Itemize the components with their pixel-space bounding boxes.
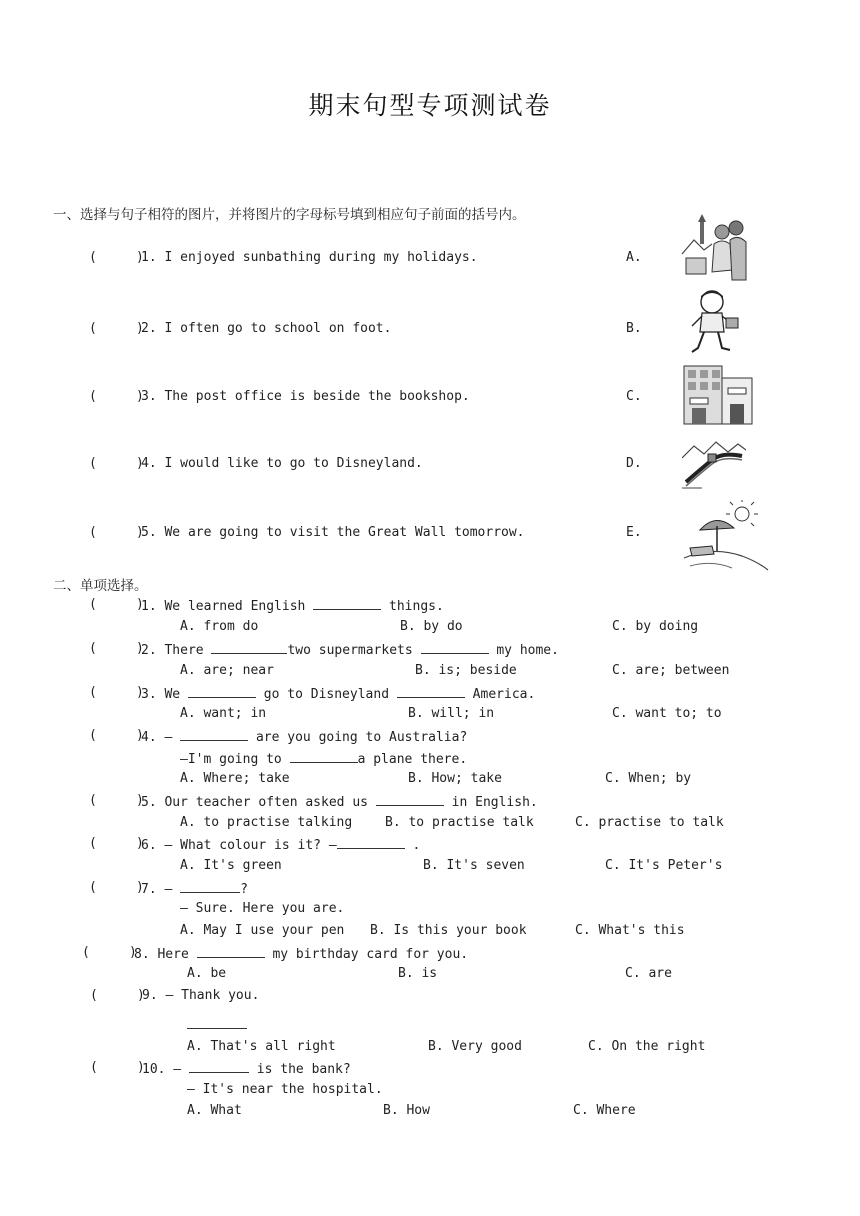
question-text: 10. — <box>142 1062 189 1077</box>
answer-blank[interactable] <box>397 685 465 698</box>
match-sentence: 3. The post office is beside the bookshop. <box>141 389 470 404</box>
match-sentence: 2. I often go to school on foot. <box>141 321 392 336</box>
answer-paren[interactable]: ( ) <box>89 685 144 700</box>
question-9: 9. — Thank you. <box>142 988 260 1003</box>
question-text: ? <box>240 882 248 897</box>
option-a: A. Where; take <box>180 771 290 786</box>
option-b: B. to practise talk <box>385 815 534 830</box>
section1-heading: 一、选择与句子相符的图片，并将图片的字母标号填到相应句子前面的括号内。 <box>53 207 526 223</box>
question-1 <box>141 597 444 615</box>
option-c: C. are; between <box>612 663 730 678</box>
question-7-reply: — Sure. Here you are. <box>180 901 345 916</box>
question-text: America. <box>464 687 536 702</box>
answer-blank[interactable] <box>180 880 240 893</box>
option-b: B. How <box>383 1103 430 1118</box>
option-c: C. are <box>625 966 672 981</box>
option-a: A. to practise talking <box>180 815 353 830</box>
option-b: B. by do <box>400 619 463 634</box>
match-paren[interactable]: ( ) <box>89 250 144 265</box>
picture-letter: B. <box>626 321 642 336</box>
question-text: in English. <box>443 795 538 810</box>
question-9-reply <box>187 1016 247 1034</box>
question-5 <box>141 793 538 811</box>
option-c: C. by doing <box>612 619 699 634</box>
question-text: a plane there. <box>357 752 468 767</box>
section2-heading: 二、单项选择。 <box>53 578 148 594</box>
question-10 <box>142 1060 351 1078</box>
question-text: my home. <box>488 643 559 658</box>
page-title: 期末句型专项测试卷 <box>308 91 552 120</box>
question-text: is the bank? <box>248 1062 351 1077</box>
answer-paren[interactable]: ( ) <box>82 945 137 960</box>
match-sentence: 5. We are going to visit the Great Wall tomorrow. <box>141 525 525 540</box>
option-c: C. What's this <box>575 923 685 938</box>
match-sentence: 1. I enjoyed sunbathing during my holidays. <box>141 250 478 265</box>
option-a: A. It's green <box>180 858 282 873</box>
question-4-reply <box>180 750 467 768</box>
option-a: A. from do <box>180 619 259 634</box>
question-7 <box>141 880 248 898</box>
option-b: B. is; beside <box>415 663 517 678</box>
answer-blank[interactable] <box>189 1060 249 1073</box>
picture-letter: C. <box>626 389 642 404</box>
shop-buildings-picture <box>682 364 754 426</box>
option-b: B. Is this your book <box>370 923 527 938</box>
match-paren[interactable]: ( ) <box>89 321 144 336</box>
answer-blank[interactable] <box>421 641 489 654</box>
question-2 <box>141 641 559 659</box>
option-b: B. Very good <box>428 1039 522 1054</box>
option-c: C. want to; to <box>612 706 722 721</box>
option-a: A. That's all right <box>187 1039 336 1054</box>
question-text: are you going to Australia? <box>248 730 468 745</box>
option-a: A. want; in <box>180 706 267 721</box>
answer-blank[interactable] <box>376 793 444 806</box>
option-c: C. practise to talk <box>575 815 724 830</box>
answer-paren[interactable]: ( ) <box>89 728 144 743</box>
match-paren[interactable]: ( ) <box>89 389 144 404</box>
question-8 <box>134 945 468 963</box>
option-c: C. On the right <box>588 1039 706 1054</box>
option-b: B. is <box>398 966 438 981</box>
boy-walking-picture <box>686 288 742 358</box>
question-4 <box>141 728 467 746</box>
question-text: 7. — <box>141 882 181 897</box>
picture-letter: D. <box>626 456 642 471</box>
answer-blank[interactable] <box>197 945 265 958</box>
match-paren[interactable]: ( ) <box>89 456 144 471</box>
answer-paren[interactable]: ( ) <box>89 641 144 656</box>
question-text: . <box>404 838 421 853</box>
question-text: 2. There <box>141 643 212 658</box>
question-text: 5. Our teacher often asked us <box>141 795 376 810</box>
option-a: A. are; near <box>180 663 274 678</box>
question-10-reply: — It's near the hospital. <box>187 1082 383 1097</box>
question-text: things. <box>381 599 444 614</box>
option-a: A. be <box>187 966 227 981</box>
answer-paren[interactable]: ( ) <box>90 1060 145 1075</box>
answer-blank[interactable] <box>188 685 256 698</box>
answer-paren[interactable]: ( ) <box>89 597 144 612</box>
question-text: 1. We learned English <box>141 599 314 614</box>
option-b: B. It's seven <box>423 858 525 873</box>
option-c: C. Where <box>573 1103 636 1118</box>
question-text: go to Disneyland <box>255 687 397 702</box>
match-paren[interactable]: ( ) <box>89 525 144 540</box>
question-text: two supermarkets <box>287 643 421 658</box>
answer-blank[interactable] <box>187 1016 247 1029</box>
picture-letter: E. <box>626 525 642 540</box>
great-wall-picture <box>682 438 746 490</box>
question-text: 8. Here <box>134 947 197 962</box>
question-text: 3. We <box>141 687 188 702</box>
match-sentence: 4. I would like to go to Disneyland. <box>141 456 423 471</box>
question-text: my birthday card for you. <box>264 947 469 962</box>
answer-blank[interactable] <box>290 750 358 763</box>
question-text: 6. — What colour is it? — <box>141 838 337 853</box>
question-text: 4. — <box>141 730 181 745</box>
beach-umbrella-picture <box>682 500 770 574</box>
answer-paren[interactable]: ( ) <box>89 880 144 895</box>
answer-blank[interactable] <box>180 728 248 741</box>
option-c: C. When; by <box>605 771 692 786</box>
question-3 <box>141 685 535 703</box>
answer-blank[interactable] <box>211 641 287 654</box>
option-b: B. How; take <box>408 771 502 786</box>
option-a: A. May I use your pen <box>180 923 345 938</box>
answer-blank[interactable] <box>313 597 381 610</box>
question-6 <box>141 836 420 854</box>
question-text: —I'm going to <box>180 752 290 767</box>
answer-paren[interactable]: ( ) <box>89 836 144 851</box>
family-sightseeing-picture <box>680 214 752 282</box>
option-a: A. What <box>187 1103 242 1118</box>
option-b: B. will; in <box>408 706 495 721</box>
picture-letter: A. <box>626 250 642 265</box>
answer-paren[interactable]: ( ) <box>89 793 144 808</box>
answer-blank[interactable] <box>337 836 405 849</box>
answer-paren[interactable]: ( ) <box>90 988 145 1003</box>
option-c: C. It's Peter's <box>605 858 723 873</box>
